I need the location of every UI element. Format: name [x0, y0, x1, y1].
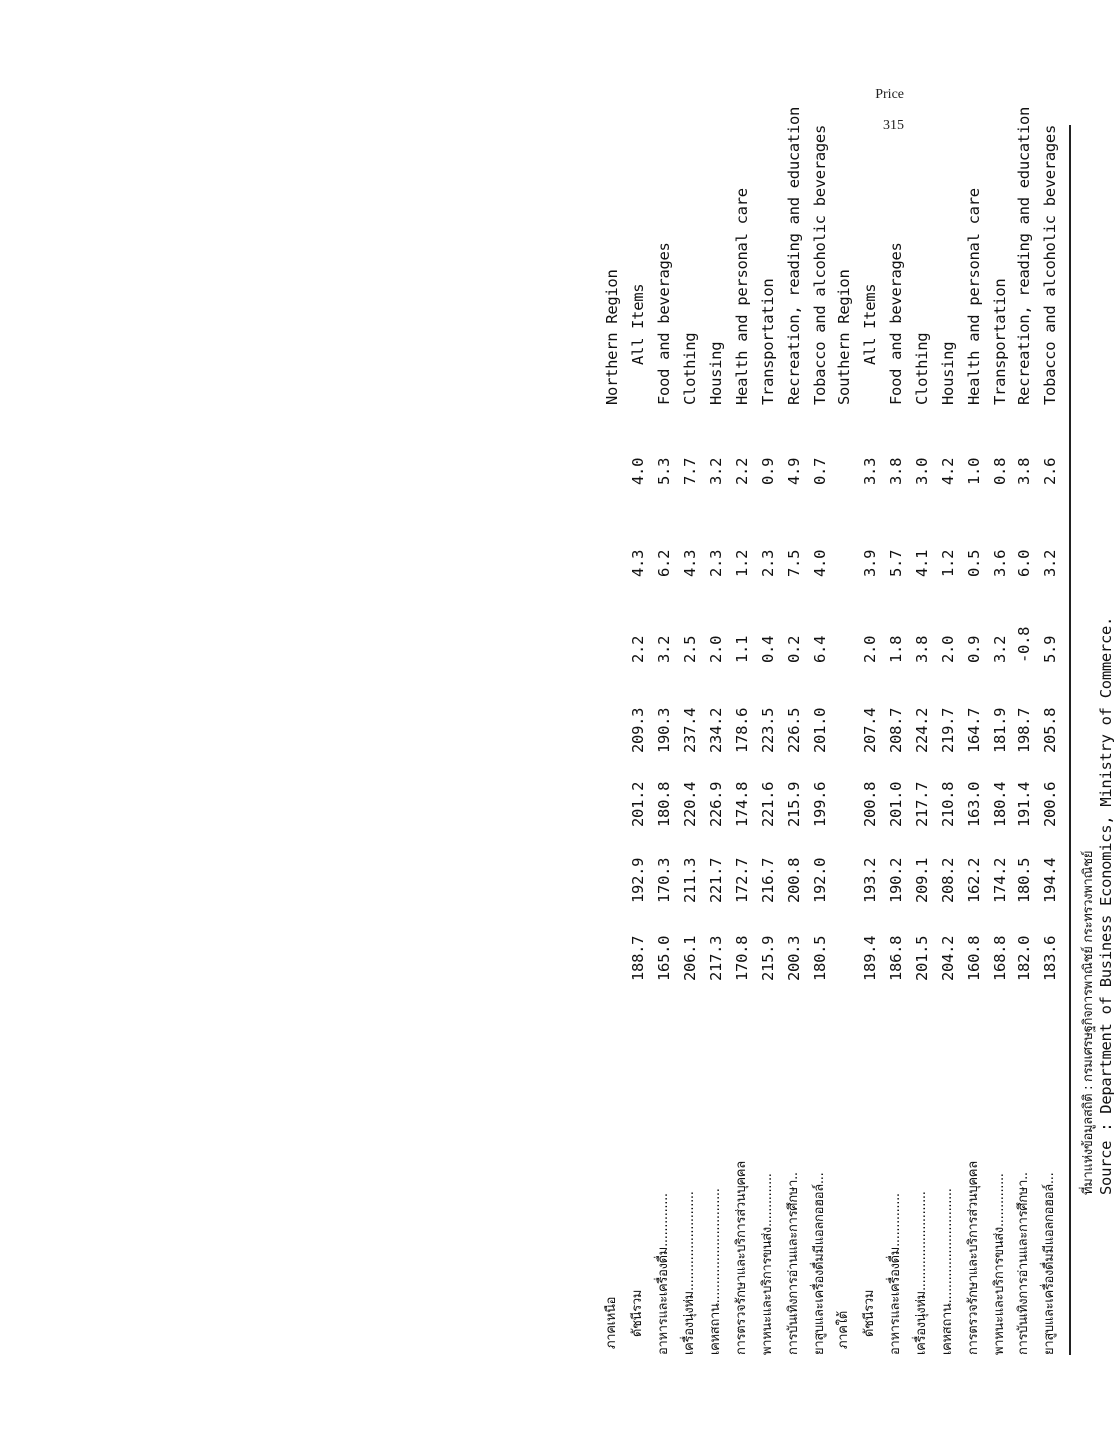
value-cell: 183.6	[1041, 935, 1059, 981]
row-english-label: Tobacco and alcoholic beverages	[1041, 125, 1059, 405]
value-cell: 3.8	[1015, 457, 1033, 485]
row-english-label: Transportation	[759, 278, 777, 405]
value-cell: 188.7	[629, 935, 647, 981]
value-cell: 210.8	[939, 781, 957, 827]
value-cell: 180.5	[1015, 857, 1033, 903]
value-cell: 170.3	[655, 857, 673, 903]
value-cell: 208.7	[887, 707, 905, 753]
value-cell: 190.3	[655, 707, 673, 753]
row-thai-label: เครื่องนุ่งห่ม..........................	[682, 1191, 697, 1355]
value-cell: 198.7	[1015, 707, 1033, 753]
value-cell: 190.2	[887, 857, 905, 903]
value-cell: 208.2	[939, 857, 957, 903]
value-cell: 3.0	[913, 457, 931, 485]
value-cell: 3.2	[991, 635, 1009, 663]
row-english-label: Food and beverages	[655, 242, 673, 405]
value-cell: 3.2	[707, 457, 725, 485]
value-cell: 1.0	[965, 457, 983, 485]
value-cell: 192.9	[629, 857, 647, 903]
value-cell: 0.8	[991, 457, 1009, 485]
value-cell: 200.6	[1041, 781, 1059, 827]
row-english-label: Tobacco and alcoholic beverages	[811, 125, 829, 405]
value-cell: 191.4	[1015, 781, 1033, 827]
value-cell: 216.7	[759, 857, 777, 903]
value-cell: 182.0	[1015, 935, 1033, 981]
value-cell: 4.0	[811, 549, 829, 577]
value-cell: 221.6	[759, 781, 777, 827]
value-cell: 170.8	[733, 935, 751, 981]
value-cell: 201.0	[887, 781, 905, 827]
value-cell: 193.2	[861, 857, 879, 903]
value-cell: 2.0	[861, 635, 879, 663]
value-cell: 0.5	[965, 549, 983, 577]
value-cell: 178.6	[733, 707, 751, 753]
row-thai-label: พาหนะและบริการขนส่ง..............	[760, 1173, 775, 1355]
value-cell: 199.6	[811, 781, 829, 827]
value-cell: 7.7	[681, 457, 699, 485]
value-cell: 192.0	[811, 857, 829, 903]
value-cell: 162.2	[965, 857, 983, 903]
value-cell: 160.8	[965, 935, 983, 981]
row-english-label: Recreation, reading and education	[785, 106, 803, 405]
value-cell: 2.0	[707, 635, 725, 663]
value-cell: 0.4	[759, 635, 777, 663]
region-thai-name: ภาคใต้	[836, 1311, 851, 1349]
row-thai-label: เคหสถาน..............................	[940, 1188, 955, 1355]
row-english-label: Housing	[707, 341, 725, 405]
value-cell: 209.3	[629, 707, 647, 753]
value-cell: 1.8	[887, 635, 905, 663]
value-cell: 168.8	[991, 935, 1009, 981]
value-cell: 3.6	[991, 549, 1009, 577]
value-cell: 201.2	[629, 781, 647, 827]
region-english-name: Northern Region	[603, 269, 621, 405]
row-thai-label: ดัชนีรวม	[862, 1289, 877, 1337]
value-cell: 2.6	[1041, 457, 1059, 485]
row-english-label: All Items	[629, 283, 647, 365]
row-english-label: Health and personal care	[733, 188, 751, 405]
value-cell: 164.7	[965, 707, 983, 753]
value-cell: 1.2	[733, 549, 751, 577]
value-cell: 6.2	[655, 549, 673, 577]
value-cell: 3.9	[861, 549, 879, 577]
value-cell: 4.1	[913, 549, 931, 577]
value-cell: 3.8	[887, 457, 905, 485]
value-cell: 215.9	[785, 781, 803, 827]
value-cell: 201.0	[811, 707, 829, 753]
value-cell: 4.3	[629, 549, 647, 577]
row-english-label: Food and beverages	[887, 242, 905, 405]
row-thai-label: ยาสูบและเครื่องดื่มมีแอลกอฮอล์...	[812, 1172, 827, 1355]
value-cell: 0.9	[759, 457, 777, 485]
value-cell: 205.8	[1041, 707, 1059, 753]
value-cell: 4.9	[785, 457, 803, 485]
value-cell: 223.5	[759, 707, 777, 753]
section-title: Price	[875, 87, 904, 102]
row-english-label: All Items	[861, 283, 879, 365]
row-thai-label: การตรวจรักษาและบริการส่วนบุคคล	[966, 1161, 981, 1355]
row-english-label: Clothing	[681, 332, 699, 405]
row-thai-label: การบันเทิงการอ่านและการศึกษา..	[786, 1172, 801, 1355]
row-thai-label: ดัชนีรวม	[630, 1289, 645, 1337]
row-english-label: Transportation	[991, 278, 1009, 405]
value-cell: 215.9	[759, 935, 777, 981]
value-cell: 189.4	[861, 935, 879, 981]
rotated-table-tail	[599, 125, 1119, 1355]
row-thai-label: การบันเทิงการอ่านและการศึกษา..	[1016, 1172, 1031, 1355]
value-cell: 6.4	[811, 635, 829, 663]
value-cell: 4.2	[939, 457, 957, 485]
value-cell: 5.9	[1041, 635, 1059, 663]
value-cell: 3.2	[1041, 549, 1059, 577]
value-cell: 237.4	[681, 707, 699, 753]
value-cell: 204.2	[939, 935, 957, 981]
value-cell: -0.8	[1015, 626, 1033, 663]
value-cell: 174.2	[991, 857, 1009, 903]
row-thai-label: อาหารและเครื่องดื่ม..............	[888, 1193, 903, 1355]
value-cell: 2.0	[939, 635, 957, 663]
value-cell: 163.0	[965, 781, 983, 827]
value-cell: 172.7	[733, 857, 751, 903]
value-cell: 5.7	[887, 549, 905, 577]
value-cell: 3.3	[861, 457, 879, 485]
value-cell: 165.0	[655, 935, 673, 981]
value-cell: 219.7	[939, 707, 957, 753]
value-cell: 206.1	[681, 935, 699, 981]
value-cell: 221.7	[707, 857, 725, 903]
value-cell: 1.1	[733, 635, 751, 663]
row-thai-label: เครื่องนุ่งห่ม..........................	[914, 1191, 929, 1355]
value-cell: 0.9	[965, 635, 983, 663]
value-cell: 0.2	[785, 635, 803, 663]
value-cell: 2.5	[681, 635, 699, 663]
value-cell: 211.3	[681, 857, 699, 903]
value-cell: 180.4	[991, 781, 1009, 827]
value-cell: 5.3	[655, 457, 673, 485]
row-thai-label: อาหารและเครื่องดื่ม..............	[656, 1193, 671, 1355]
value-cell: 194.4	[1041, 857, 1059, 903]
value-cell: 2.3	[707, 549, 725, 577]
value-cell: 7.5	[785, 549, 803, 577]
value-cell: 3.2	[655, 635, 673, 663]
value-cell: 220.4	[681, 781, 699, 827]
value-cell: 180.8	[655, 781, 673, 827]
value-cell: 2.2	[629, 635, 647, 663]
row-thai-label: การตรวจรักษาและบริการส่วนบุคคล	[734, 1161, 749, 1355]
value-cell: 200.8	[861, 781, 879, 827]
value-cell: 3.8	[913, 635, 931, 663]
row-thai-label: พาหนะและบริการขนส่ง..............	[992, 1173, 1007, 1355]
value-cell: 4.3	[681, 549, 699, 577]
region-thai-name: ภาคเหนือ	[604, 1296, 619, 1349]
value-cell: 217.3	[707, 935, 725, 981]
value-cell: 4.0	[629, 457, 647, 485]
value-cell: 6.0	[1015, 549, 1033, 577]
source-english: Source : Department of Business Economics, Ministry of Commerce.	[1097, 616, 1115, 1195]
value-cell: 0.7	[811, 457, 829, 485]
value-cell: 224.2	[913, 707, 931, 753]
value-cell: 174.8	[733, 781, 751, 827]
value-cell: 2.2	[733, 457, 751, 485]
row-thai-label: เคหสถาน..............................	[708, 1188, 723, 1355]
value-cell: 200.8	[785, 857, 803, 903]
value-cell: 207.4	[861, 707, 879, 753]
page-number: 315	[883, 118, 904, 133]
value-cell: 181.9	[991, 707, 1009, 753]
value-cell: 209.1	[913, 857, 931, 903]
value-cell: 226.9	[707, 781, 725, 827]
value-cell: 234.2	[707, 707, 725, 753]
region-english-name: Southern Region	[835, 269, 853, 405]
value-cell: 2.3	[759, 549, 777, 577]
row-english-label: Health and personal care	[965, 188, 983, 405]
row-thai-label: ยาสูบและเครื่องดื่มมีแอลกอฮอล์...	[1042, 1172, 1057, 1355]
value-cell: 226.5	[785, 707, 803, 753]
row-english-label: Clothing	[913, 332, 931, 405]
row-english-label: Recreation, reading and education	[1015, 106, 1033, 405]
value-cell: 186.8	[887, 935, 905, 981]
value-cell: 1.2	[939, 549, 957, 577]
value-cell: 200.3	[785, 935, 803, 981]
value-cell: 180.5	[811, 935, 829, 981]
value-cell: 217.7	[913, 781, 931, 827]
value-cell: 201.5	[913, 935, 931, 981]
row-english-label: Housing	[939, 341, 957, 405]
source-thai: ที่มาแห่งข้อมูลสถิติ : กรมเศรษฐกิจการพาณิชย์ กระทรวงพาณิชย์	[1081, 850, 1096, 1195]
